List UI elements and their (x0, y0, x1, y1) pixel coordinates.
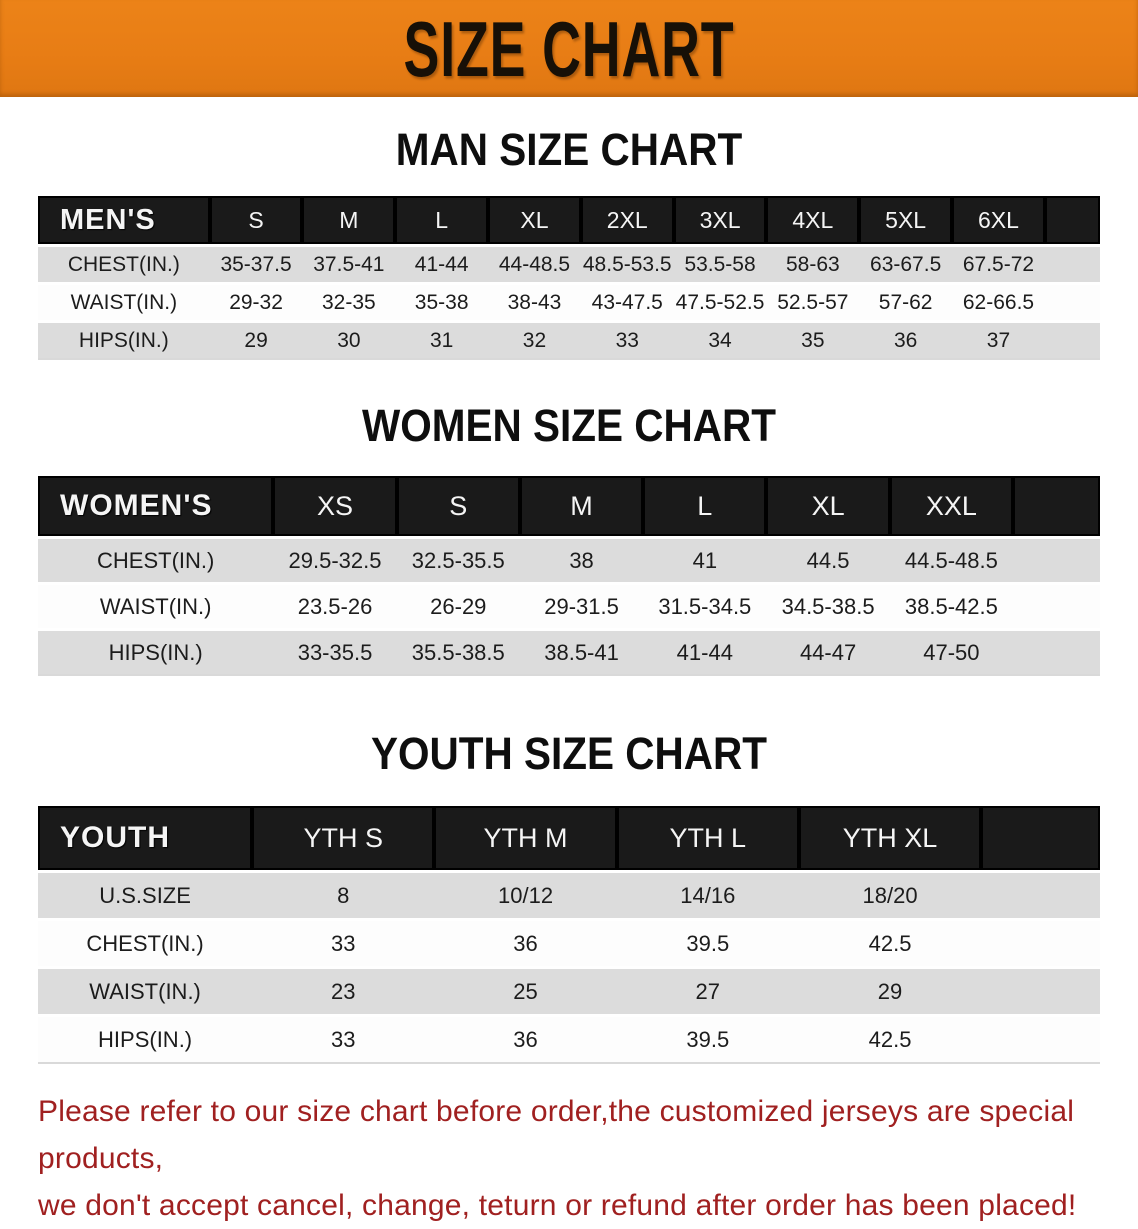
row-label: HIPS(IN.) (38, 322, 210, 360)
size-value-cell: 34 (674, 322, 767, 360)
size-value-cell: 8 (252, 872, 434, 920)
spacer-cell (1013, 584, 1100, 630)
column-header: XL (766, 476, 889, 538)
column-header: 2XL (581, 196, 674, 246)
column-header: YTH S (252, 806, 434, 872)
youth-corner-label: YOUTH (38, 806, 252, 872)
size-value-cell: 36 (859, 322, 952, 360)
size-value-cell: 33-35.5 (273, 630, 396, 676)
size-value-cell: 44-47 (766, 630, 889, 676)
size-value-cell: 44.5-48.5 (890, 538, 1013, 584)
column-header: M (520, 476, 643, 538)
size-value-cell: 31.5-34.5 (643, 584, 766, 630)
footer-note-line1: Please refer to our size chart before order,the customized jerseys are special products, (38, 1095, 1075, 1175)
section-title-women: WOMEN SIZE CHART (362, 400, 776, 451)
size-value-cell: 38 (520, 538, 643, 584)
size-value-cell: 42.5 (799, 920, 981, 968)
row-label: CHEST(IN.) (38, 920, 252, 968)
table-row (38, 968, 1100, 1016)
table-row (38, 920, 1100, 968)
size-value-cell: 48.5-53.5 (581, 246, 674, 284)
header-row (38, 476, 1100, 538)
size-value-cell: 35.5-38.5 (397, 630, 520, 676)
page-title: SIZE CHART (403, 4, 735, 93)
size-value-cell: 25 (434, 968, 616, 1016)
row-label: CHEST(IN.) (38, 538, 273, 584)
section-title-men: MAN SIZE CHART (395, 124, 743, 175)
spacer-cell (1013, 630, 1100, 676)
size-value-cell: 38-43 (488, 284, 581, 322)
size-value-cell: 33 (581, 322, 674, 360)
row-label: WAIST(IN.) (38, 968, 252, 1016)
size-value-cell: 52.5-57 (766, 284, 859, 322)
column-header: YTH M (434, 806, 616, 872)
spacer-cell (981, 1016, 1100, 1064)
size-value-cell: 57-62 (859, 284, 952, 322)
table-row (38, 1016, 1100, 1064)
row-label: WAIST(IN.) (38, 284, 210, 322)
column-header: 6XL (952, 196, 1045, 246)
column-header: L (643, 476, 766, 538)
column-header: YTH L (617, 806, 799, 872)
footer-note-line2: we don't accept cancel, change, teturn or refund after order has been placed! (38, 1189, 1077, 1222)
size-value-cell: 23.5-26 (273, 584, 396, 630)
table-row (38, 246, 1100, 284)
column-header: L (395, 196, 488, 246)
size-value-cell: 34.5-38.5 (766, 584, 889, 630)
row-label: WAIST(IN.) (38, 584, 273, 630)
row-label: U.S.SIZE (38, 872, 252, 920)
size-value-cell: 36 (434, 920, 616, 968)
table-row (38, 538, 1100, 584)
size-value-cell: 36 (434, 1016, 616, 1064)
spacer-cell (1045, 246, 1100, 284)
footer-note (38, 1088, 1138, 1229)
size-value-cell: 23 (252, 968, 434, 1016)
column-header: 5XL (859, 196, 952, 246)
size-value-cell: 32 (488, 322, 581, 360)
size-value-cell: 14/16 (617, 872, 799, 920)
size-value-cell: 63-67.5 (859, 246, 952, 284)
size-value-cell: 53.5-58 (674, 246, 767, 284)
size-section-women (0, 400, 1138, 676)
size-value-cell: 29 (799, 968, 981, 1016)
women-corner-label: WOMEN'S (38, 476, 273, 538)
spacer-cell (981, 806, 1100, 872)
size-value-cell: 44.5 (766, 538, 889, 584)
size-value-cell: 38.5-42.5 (890, 584, 1013, 630)
size-value-cell: 58-63 (766, 246, 859, 284)
women-size-table (38, 476, 1100, 676)
size-value-cell: 35 (766, 322, 859, 360)
table-row (38, 284, 1100, 322)
column-header: XL (488, 196, 581, 246)
size-value-cell: 47-50 (890, 630, 1013, 676)
men-size-table (38, 196, 1100, 360)
row-label: HIPS(IN.) (38, 1016, 252, 1064)
size-value-cell: 29.5-32.5 (273, 538, 396, 584)
spacer-cell (981, 968, 1100, 1016)
column-header: 4XL (766, 196, 859, 246)
size-value-cell: 41-44 (643, 630, 766, 676)
size-value-cell: 37 (952, 322, 1045, 360)
size-value-cell: 37.5-41 (302, 246, 395, 284)
spacer-cell (981, 872, 1100, 920)
size-value-cell: 30 (302, 322, 395, 360)
youth-size-table (38, 806, 1100, 1064)
size-section-youth (0, 728, 1138, 1064)
size-value-cell: 44-48.5 (488, 246, 581, 284)
size-value-cell: 35-38 (395, 284, 488, 322)
size-value-cell: 33 (252, 920, 434, 968)
size-value-cell: 41 (643, 538, 766, 584)
column-header: S (397, 476, 520, 538)
column-header: M (302, 196, 395, 246)
size-value-cell: 33 (252, 1016, 434, 1064)
spacer-cell (1013, 476, 1100, 538)
table-row (38, 630, 1100, 676)
size-value-cell: 27 (617, 968, 799, 1016)
table-row (38, 584, 1100, 630)
spacer-cell (981, 920, 1100, 968)
size-value-cell: 42.5 (799, 1016, 981, 1064)
size-value-cell: 31 (395, 322, 488, 360)
size-value-cell: 43-47.5 (581, 284, 674, 322)
header-row (38, 806, 1100, 872)
size-value-cell: 38.5-41 (520, 630, 643, 676)
size-value-cell: 39.5 (617, 1016, 799, 1064)
table-row (38, 872, 1100, 920)
section-title-youth: YOUTH SIZE CHART (370, 728, 767, 779)
size-value-cell: 10/12 (434, 872, 616, 920)
size-value-cell: 35-37.5 (210, 246, 303, 284)
size-value-cell: 32.5-35.5 (397, 538, 520, 584)
column-header: XXL (890, 476, 1013, 538)
size-value-cell: 47.5-52.5 (674, 284, 767, 322)
size-sections (0, 124, 1138, 1064)
spacer-cell (1045, 284, 1100, 322)
size-value-cell: 41-44 (395, 246, 488, 284)
size-value-cell: 62-66.5 (952, 284, 1045, 322)
spacer-cell (1013, 538, 1100, 584)
table-row (38, 322, 1100, 360)
size-chart-banner (0, 0, 1138, 97)
row-label: CHEST(IN.) (38, 246, 210, 284)
column-header: S (210, 196, 303, 246)
size-value-cell: 29 (210, 322, 303, 360)
size-value-cell: 67.5-72 (952, 246, 1045, 284)
header-row (38, 196, 1100, 246)
column-header: 3XL (674, 196, 767, 246)
size-value-cell: 18/20 (799, 872, 981, 920)
size-section-men (0, 124, 1138, 360)
column-header: XS (273, 476, 396, 538)
spacer-cell (1045, 322, 1100, 360)
column-header: YTH XL (799, 806, 981, 872)
size-value-cell: 29-32 (210, 284, 303, 322)
size-value-cell: 29-31.5 (520, 584, 643, 630)
size-value-cell: 26-29 (397, 584, 520, 630)
size-value-cell: 39.5 (617, 920, 799, 968)
size-value-cell: 32-35 (302, 284, 395, 322)
spacer-cell (1045, 196, 1100, 246)
row-label: HIPS(IN.) (38, 630, 273, 676)
men-corner-label: MEN'S (38, 196, 210, 246)
